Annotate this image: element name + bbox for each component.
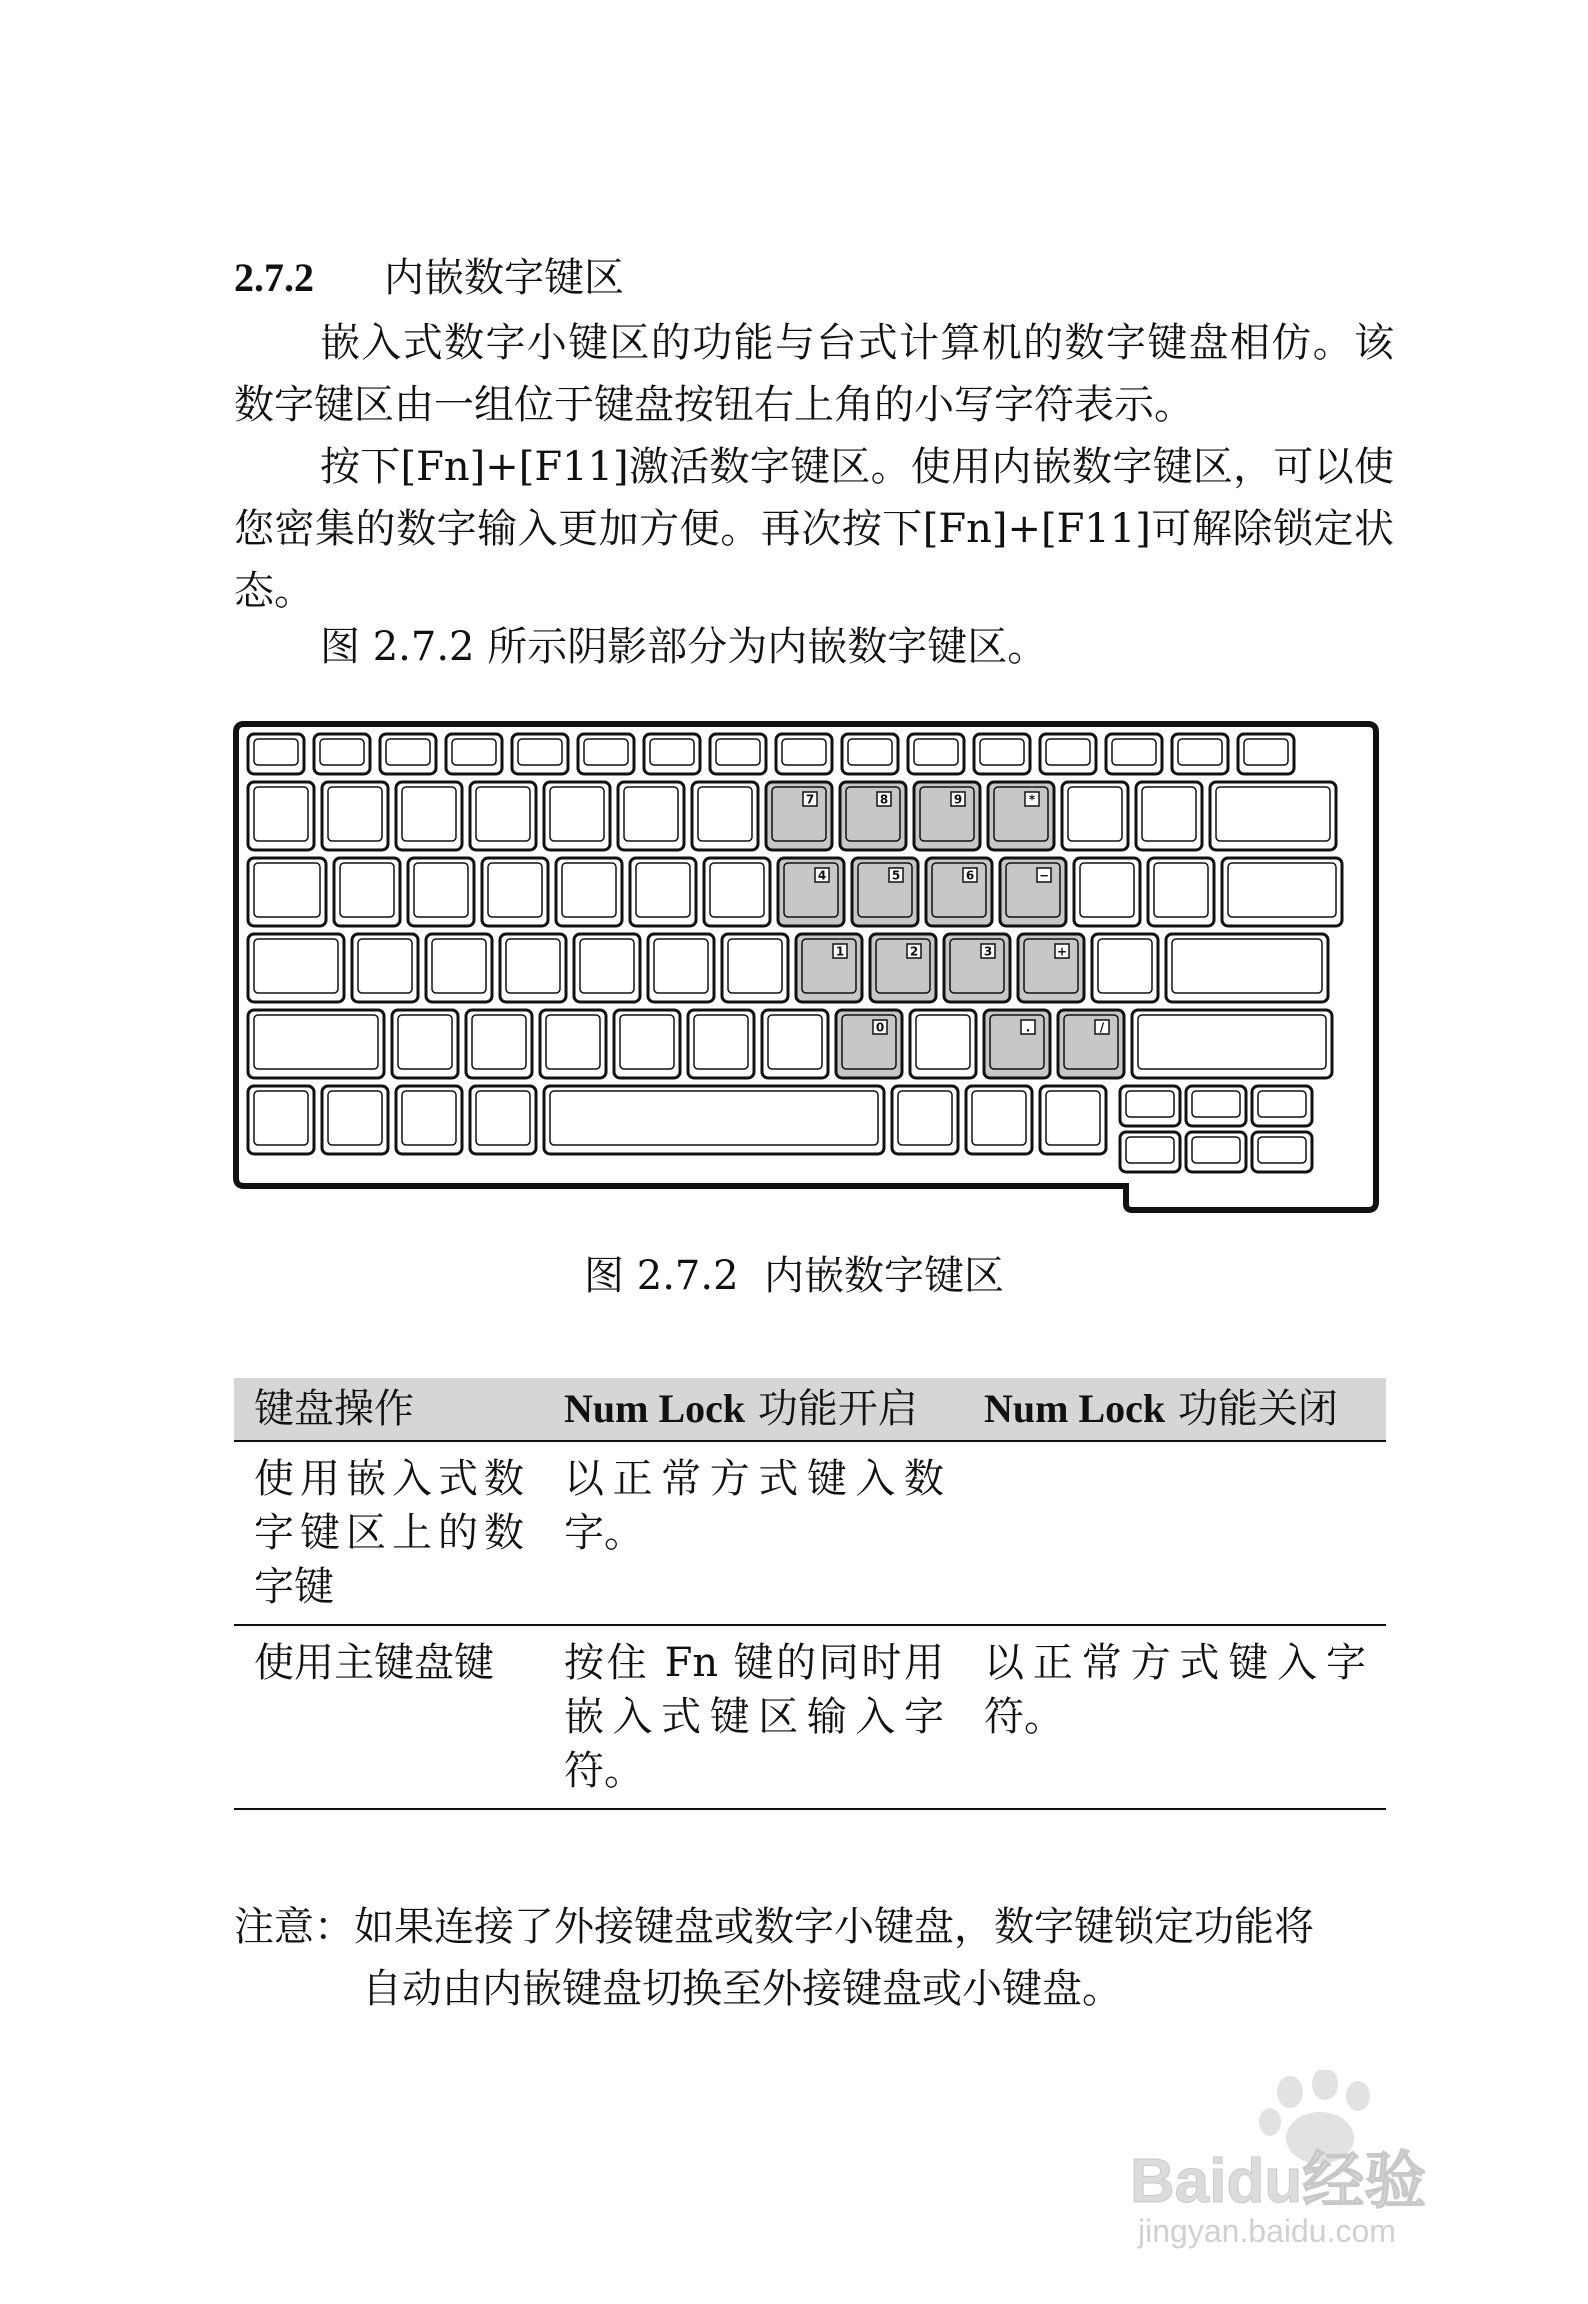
modifier-key [1040,1086,1106,1154]
keypad-key [926,858,992,926]
modifier-key [892,1086,958,1154]
keypad-key [1018,934,1084,1002]
keypad-key [796,934,862,1002]
cell-numlock-off [964,1441,1386,1625]
keypad-label: 9 [953,792,963,807]
letter-key [500,934,566,1002]
arrow-key [1120,1086,1180,1126]
right-shift-key [1132,1010,1332,1078]
number-key [248,782,314,850]
number-key [1136,782,1202,850]
keypad-label: 0 [875,1020,885,1035]
modifier-key [322,1086,388,1154]
paragraph-3: 图 2.7.2 所示阴影部分为内嵌数字键区。 [320,624,1048,670]
keypad-label: * [1028,792,1036,807]
number-key [544,782,610,850]
note-line-2: 自动由内嵌键盘切换至外接键盘或小键盘。 [362,1966,1122,2012]
arrow-key [1186,1132,1246,1172]
backspace-key [1210,782,1336,850]
letter-key [466,1010,532,1078]
modifier-key [966,1086,1032,1154]
space-bar [544,1086,884,1154]
table-header-row [234,1378,1386,1441]
letter-key [614,1010,680,1078]
note-label: 注意： [234,1904,354,1950]
cell-numlock-on: 以正常方式键入数字。 [544,1441,964,1625]
letter-key [704,858,770,926]
table-row [234,1441,1386,1625]
number-key [618,782,684,850]
letter-key [392,1010,458,1078]
figure-caption: 图 2.7.2 内嵌数字键区 [584,1253,1004,1299]
header-numlock-on [544,1378,964,1441]
keypad-key [944,934,1010,1002]
watermark-brand: Baidu经验 [1130,2147,1427,2216]
keypad-key [870,934,936,1002]
arrow-key [1186,1086,1246,1126]
header-keyboard-operation: 键盘操作 [234,1378,544,1441]
keypad-label: / [1099,1020,1105,1035]
keypad-label: 2 [909,944,919,959]
letter-key [688,1010,754,1078]
letter-key [1092,934,1158,1002]
letter-key [426,934,492,1002]
paragraph-2: 按下[Fn]+[F11]激活数字键区。使用内嵌数字键区，可以使您密集的数字输入更加方便。再次按下[Fn]+[F11]可解除锁定状态。 [234,444,1394,614]
caps-lock-key [248,934,344,1002]
keypad-label: 8 [879,792,889,807]
keypad-label: − [1038,868,1050,883]
enter-key [1166,934,1328,1002]
table-row [234,1625,1386,1809]
section-heading [234,252,624,304]
letter-key [1148,858,1214,926]
keypad-label: 5 [891,868,901,883]
header-numlock-off [964,1378,1386,1441]
keypad-label: 6 [965,868,975,883]
cell-operation: 使用嵌入式数字键区上的数字键 [234,1441,544,1625]
section-title: 内嵌数字键区 [384,255,624,301]
cell-numlock-on: 按住 Fn 键的同时用嵌入式键区输入字符。 [544,1625,964,1809]
letter-key [762,1010,828,1078]
keypad-key [988,782,1054,850]
keypad-key [852,858,918,926]
section-number: 2.7.2 [234,255,314,300]
modifier-key [470,1086,536,1154]
header-numlock-off-rest: 功能关闭 [1165,1386,1338,1432]
letter-key [630,858,696,926]
keypad-label: 1 [835,944,845,959]
number-key [396,782,462,850]
arrow-key [1252,1132,1312,1172]
keypad-key [1058,1010,1124,1078]
keypad-label: 4 [817,868,827,883]
number-key [470,782,536,850]
header-numlock-on-bold: Num Lock [564,1386,746,1431]
number-key [692,782,758,850]
header-numlock-on-rest: 功能开启 [745,1386,918,1432]
letter-key [482,858,548,926]
letter-key [722,934,788,1002]
keypad-key [984,1010,1050,1078]
note [234,1896,1394,2020]
number-key [1062,782,1128,850]
paragraph-1: 嵌入式数字小键区的功能与台式计算机的数字键盘相仿。该数字键区由一组位于键盘按钮右上角的小写字符表示。 [234,320,1394,428]
letter-key [540,1010,606,1078]
keypad-key [1000,858,1066,926]
cell-numlock-off: 以正常方式键入字符。 [964,1625,1386,1809]
keypad-key [766,782,832,850]
letter-key [408,858,474,926]
letter-key [910,1010,976,1078]
keyboard-figure [230,716,1382,1216]
left-shift-key [248,1010,384,1078]
keypad-key [778,858,844,926]
modifier-key [248,1086,314,1154]
keypad-label: 7 [805,792,815,807]
number-key [322,782,388,850]
arrow-key [1252,1086,1312,1126]
keypad-key [836,1010,902,1078]
note-text-1: 如果连接了外接键盘或数字小键盘，数字键锁定功能将 [354,1904,1314,1950]
letter-key [352,934,418,1002]
baidu-jingyan-watermark [1120,2070,1520,2250]
letter-key [1074,858,1140,926]
cell-operation: 使用主键盘键 [234,1625,544,1809]
note-line-1 [234,1896,1394,1958]
letter-key [334,858,400,926]
arrow-key [1120,1132,1180,1172]
keypad-key [840,782,906,850]
letter-key [574,934,640,1002]
keypad-label: 3 [983,944,993,959]
letter-key [648,934,714,1002]
numlock-table [234,1378,1386,1810]
tab-key [248,858,326,926]
backslash-key [1222,858,1342,926]
keypad-key [914,782,980,850]
keypad-label: . [1025,1020,1031,1035]
header-numlock-off-bold: Num Lock [984,1386,1166,1431]
keypad-label: + [1056,944,1068,959]
letter-key [556,858,622,926]
modifier-key [396,1086,462,1154]
watermark-url: jingyan.baidu.com [1138,2213,1396,2249]
